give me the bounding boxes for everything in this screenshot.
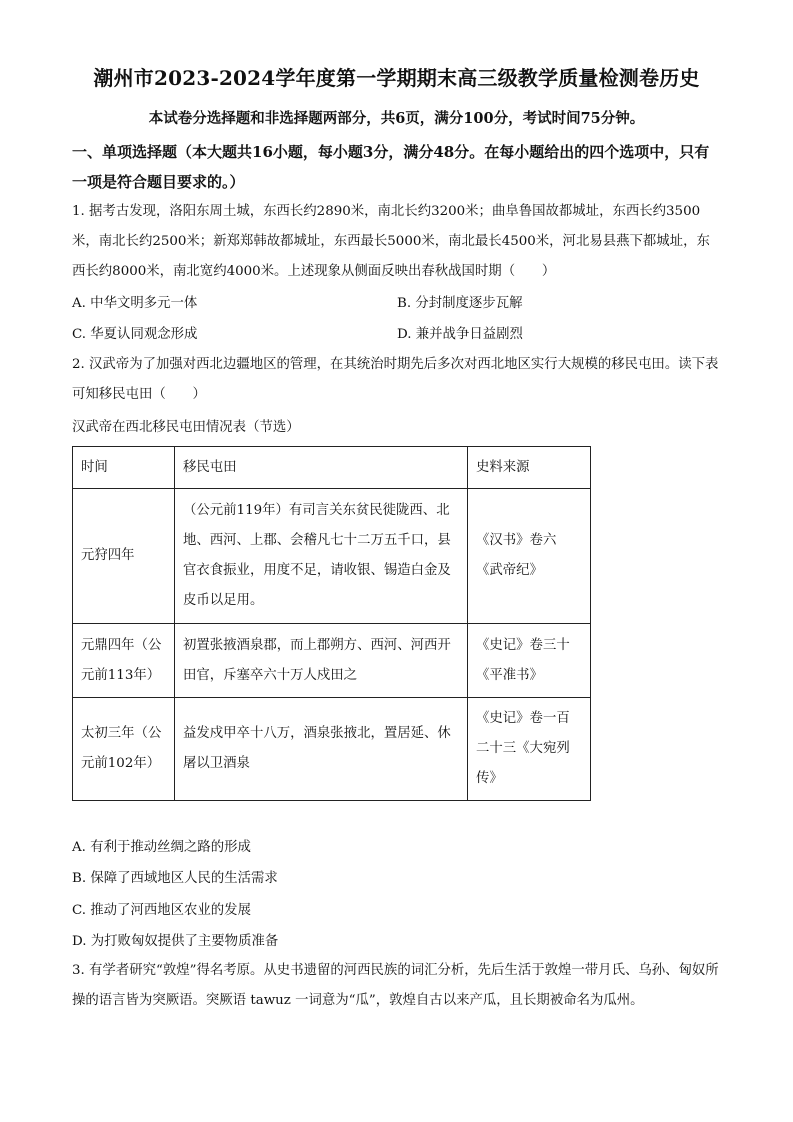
table-cell-time: 元鼎四年（公元前113年） — [73, 624, 175, 698]
table-cell-migration: 益发戍甲卒十八万，酒泉张掖北，置居延、休屠以卫酒泉 — [175, 698, 468, 801]
table-caption: 汉武帝在西北移民屯田情况表（节选） — [72, 420, 300, 435]
question-1-option-a: A. 中华文明多元一体 — [72, 296, 198, 311]
question-1-option-c: C. 华夏认同观念形成 — [72, 327, 198, 342]
question-2-option-c: C. 推动了河西地区农业的发展 — [72, 903, 251, 918]
section-heading: 一、单项选择题（本大题共16小题，每小题3分，满分48分。在每小题给出的四个选项中，只有一项是符合题目要求的。） — [72, 143, 710, 191]
table-cell-source: 《汉书》卷六《武帝纪》 — [468, 489, 591, 624]
table-header-time: 时间 — [73, 447, 175, 489]
table-cell-migration: 初置张掖酒泉郡，而上郡朔方、西河、河西开田官，斥塞卒六十万人戍田之 — [175, 624, 468, 698]
table-row — [73, 698, 591, 801]
question-2-option-a: A. 有利于推动丝绸之路的形成 — [72, 840, 251, 855]
question-1-option-b: B. 分封制度逐步瓦解 — [397, 296, 523, 311]
question-3-stem: 3. 有学者研究“敦煌”得名考原。从史书遗留的河西民族的词汇分析，先后生活于敦煌一带月氏、乌孙、匈奴所操的语言皆为突厥语。突厥语 tawuz 一词意为“瓜”，敦煌自古以来产瓜，且长期被命名为瓜州。 — [72, 963, 719, 1008]
exam-instructions: 本试卷分选择题和非选择题两部分，共6页，满分100分，考试时间75分钟。 — [148, 110, 645, 127]
table-header-migration: 移民屯田 — [175, 447, 468, 489]
table-cell-source: 《史记》卷三十《平准书》 — [468, 624, 591, 698]
exam-title: 潮州市2023-2024学年度第一学期期末高三级教学质量检测卷历史 — [93, 66, 700, 90]
question-2-stem: 2. 汉武帝为了加强对西北边疆地区的管理，在其统治时期先后多次对西北地区实行大规模的移民屯田。读下表可知移民屯田（ ） — [72, 357, 719, 402]
table-row — [73, 624, 591, 698]
question-1-option-d: D. 兼并战争日益剧烈 — [397, 327, 523, 342]
table-header-source: 史料来源 — [468, 447, 591, 489]
table-cell-time: 太初三年（公元前102年） — [73, 698, 175, 801]
question-2-option-b: B. 保障了西域地区人民的生活需求 — [72, 871, 278, 886]
question-2-option-d: D. 为打败匈奴提供了主要物质准备 — [72, 934, 279, 949]
table-cell-time: 元狩四年 — [73, 489, 175, 624]
table-cell-migration: （公元前119年）有司言关东贫民徙陇西、北地、西河、上郡、会稽凡七十二万五千口，县官衣食振业，用度不足，请收银、锡造白金及皮币以足用。 — [175, 489, 468, 624]
migration-table — [72, 446, 591, 801]
table-cell-source: 《史记》卷一百二十三《大宛列传》 — [468, 698, 591, 801]
question-1-stem: 1. 据考古发现，洛阳东周土城，东西长约2890米，南北长约3200米；曲阜鲁国故都城址，东西长约3500米，南北长约2500米；新郑郑韩故都城址，东西最长5000米，南北最长4500米，河北易县燕下都城址，东西长约8000米，南北宽约4000米。上述现象从侧面反映出春秋战国时期（ ） — [72, 204, 710, 279]
table-row — [73, 489, 591, 624]
table-header-row — [73, 447, 591, 489]
